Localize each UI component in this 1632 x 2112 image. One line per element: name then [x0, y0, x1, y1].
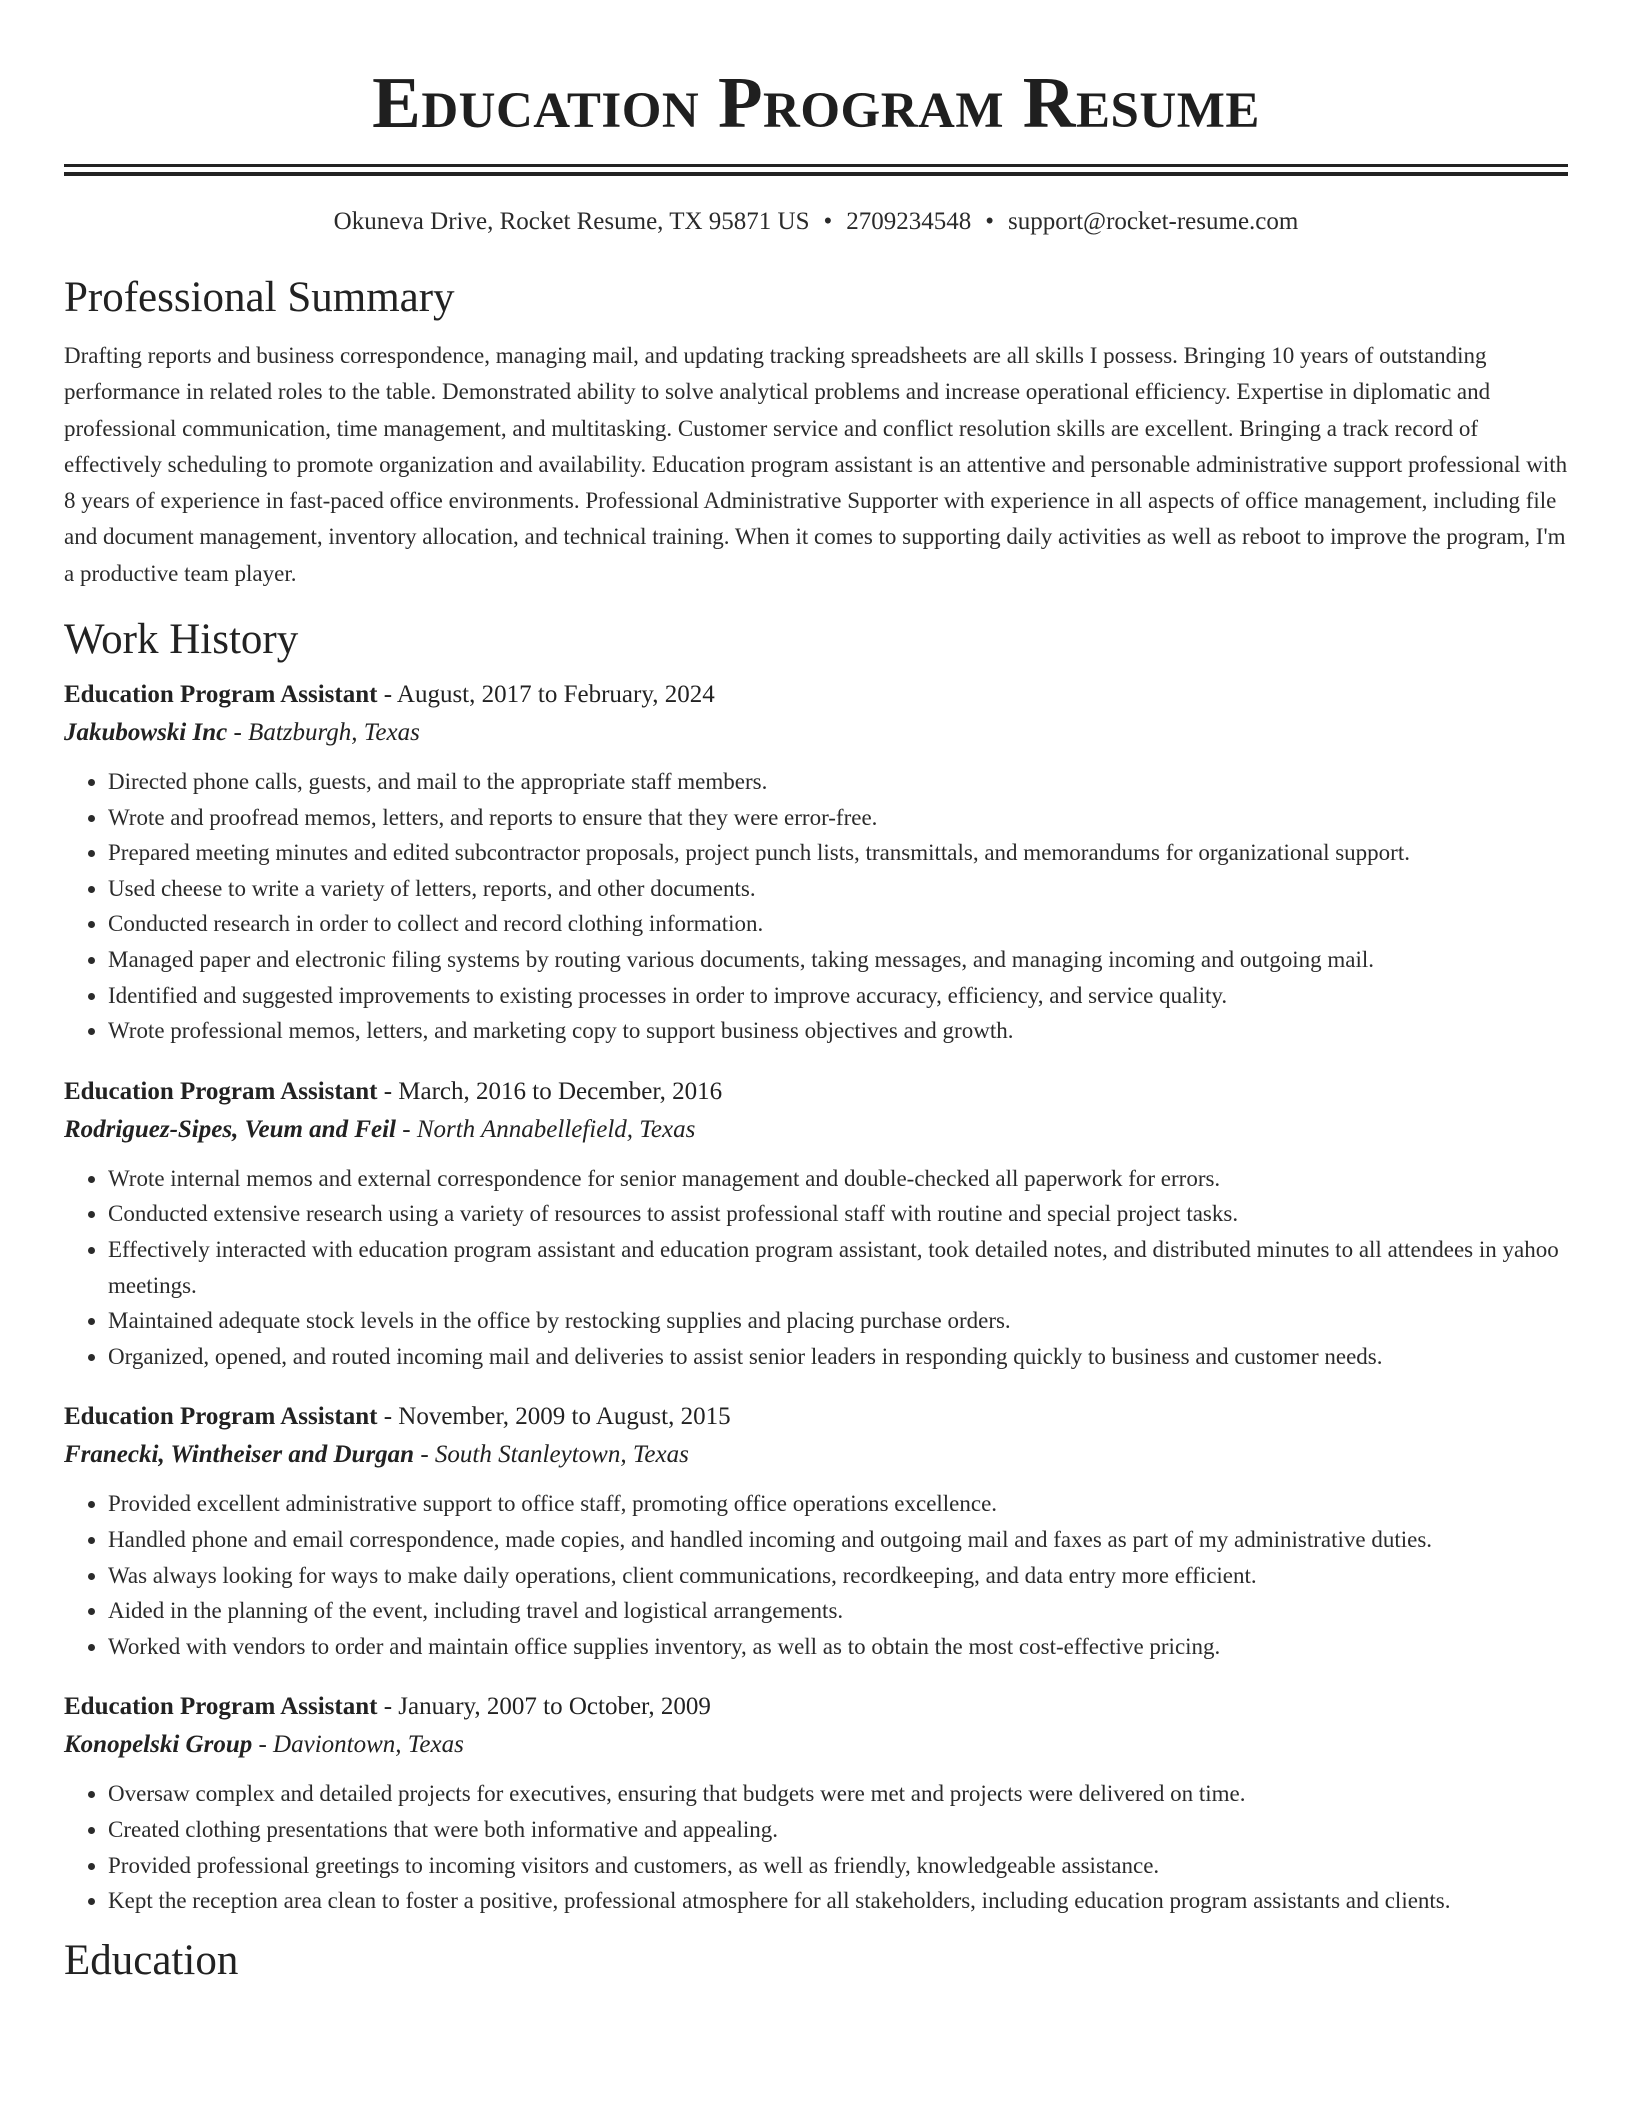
- bullet-item: • Wrote and proofread memos, letters, and reports to ensure that they were error-free.: [108, 800, 1568, 836]
- contact-line: [64, 206, 1568, 238]
- company-name: Rodriguez-Sipes, Veum and Feil: [64, 1115, 396, 1143]
- job-title-line: [64, 1688, 1568, 1726]
- summary-text: Drafting reports and business correspondence, managing mail, and updating tracking spreadsheets are all skills I possess. Bringing 10 years of outstanding performance in related roles to the table. Demonstrated ability to solve analytical problems and increase operational efficiency. Expertise in diplomatic and professional communication, time management, and multitasking. Customer service and conflict resolution skills are excellent. Bringing a track record of effectively scheduling to promote organization and availability. Education program assistant is an attentive and personable administrative support professional with 8 years of experience in fast-paced office environments. Professional Administrative Supporter with experience in all aspects of office management, including file and document management, inventory allocation, and technical training. When it comes to supporting daily activities as well as reboot to improve the program, I'm a productive team player.: [64, 343, 1568, 586]
- job-bullets: [64, 764, 1568, 1049]
- job-title: Education Program Assistant: [64, 1077, 378, 1105]
- job-entry: [64, 676, 1568, 1049]
- contact-separator: •: [823, 208, 833, 235]
- bullet-item: • Kept the reception area clean to foster a positive, professional atmosphere for all stakeholders, including education program assistants and clients.: [108, 1883, 1568, 1919]
- contact-email: support@rocket-resume.com: [1008, 208, 1299, 235]
- job-dates: - March, 2016 to December, 2016: [377, 1077, 723, 1105]
- company-location: - Daviontown, Texas: [252, 1731, 464, 1759]
- company-name: Franecki, Wintheiser and Durgan: [64, 1441, 415, 1469]
- work-history-heading: Work History: [64, 616, 299, 664]
- summary-heading: Professional Summary: [64, 274, 455, 321]
- job-title: Education Program Assistant: [64, 1693, 378, 1721]
- job-dates: - August, 2017 to February, 2024: [377, 681, 715, 709]
- company-location: - Batzburgh, Texas: [227, 719, 420, 747]
- bullet-item: • Provided professional greetings to incoming visitors and customers, as well as friendly, knowledgeable assistance.: [108, 1848, 1568, 1884]
- bullet-item: • Prepared meeting minutes and edited subcontractor proposals, project punch lists, transmittals, and memorandums for organizational support.: [108, 835, 1568, 871]
- bullet-item: • Handled phone and email correspondence, made copies, and handled incoming and outgoing mail and faxes as part of my administrative duties.: [108, 1522, 1568, 1558]
- job-title: Education Program Assistant: [64, 681, 378, 709]
- job-entry: [64, 1073, 1568, 1375]
- bullet-item: • Organized, opened, and routed incoming mail and deliveries to assist senior leaders in responding quickly to business and customer needs.: [108, 1339, 1568, 1375]
- bullet-item: • Oversaw complex and detailed projects for executives, ensuring that budgets were met and projects were delivered on time.: [108, 1776, 1568, 1812]
- bullet-item: • Worked with vendors to order and maintain office supplies inventory, as well as to obtain the most cost-effective pricing.: [108, 1629, 1568, 1665]
- job-dates: - November, 2009 to August, 2015: [377, 1403, 731, 1431]
- company-location: - North Annabellefield, Texas: [396, 1115, 696, 1143]
- job-title-line: [64, 676, 1568, 714]
- company-name: Jakubowski Inc: [64, 719, 228, 747]
- bullet-item: • Provided excellent administrative support to office staff, promoting office operations excellence.: [108, 1486, 1568, 1522]
- resume-title: Education Program Resume: [372, 62, 1260, 143]
- job-bullets: [64, 1161, 1568, 1375]
- company-name: Konopelski Group: [64, 1731, 253, 1759]
- bullet-item: • Wrote internal memos and external correspondence for senior management and double-checked all paperwork for errors.: [108, 1161, 1568, 1197]
- bullet-item: • Created clothing presentations that were both informative and appealing.: [108, 1812, 1568, 1848]
- job-title: Education Program Assistant: [64, 1403, 378, 1431]
- job-entry: [64, 1398, 1568, 1664]
- job-title-line: [64, 1073, 1568, 1111]
- bullet-item: • Effectively interacted with education program assistant and education program assistant, took detailed notes, and distributed minutes to all attendees in yahoo meetings.: [108, 1232, 1568, 1303]
- job-dates: - January, 2007 to October, 2009: [377, 1693, 711, 1721]
- bullet-item: • Used cheese to write a variety of letters, reports, and other documents.: [108, 871, 1568, 907]
- company-line: [64, 1111, 1568, 1149]
- job-title-line: [64, 1398, 1568, 1436]
- contact-separator: •: [985, 208, 995, 235]
- bullet-item: • Directed phone calls, guests, and mail to the appropriate staff members.: [108, 764, 1568, 800]
- contact-phone: 2709234548: [846, 208, 972, 235]
- company-location: - South Stanleytown, Texas: [414, 1441, 689, 1469]
- bullet-item: • Identified and suggested improvements to existing processes in order to improve accuracy, efficiency, and service quality.: [108, 978, 1568, 1014]
- education-heading: Education: [64, 1936, 239, 1984]
- job-entry: [64, 1688, 1568, 1918]
- title-divider: [64, 164, 1568, 176]
- bullet-item: • Conducted extensive research using a variety of resources to assist professional staff with routine and special project tasks.: [108, 1196, 1568, 1232]
- bullet-item: • Maintained adequate stock levels in the office by restocking supplies and placing purchase orders.: [108, 1303, 1568, 1339]
- company-line: [64, 1726, 1568, 1764]
- job-bullets: [64, 1776, 1568, 1918]
- contact-address: Okuneva Drive, Rocket Resume, TX 95871 US: [333, 208, 810, 235]
- company-line: [64, 1436, 1568, 1474]
- bullet-item: • Was always looking for ways to make daily operations, client communications, recordkeeping, and data entry more efficient.: [108, 1558, 1568, 1594]
- bullet-item: • Aided in the planning of the event, including travel and logistical arrangements.: [108, 1593, 1568, 1629]
- bullet-item: • Wrote professional memos, letters, and marketing copy to support business objectives and growth.: [108, 1013, 1568, 1049]
- bullet-item: • Conducted research in order to collect and record clothing information.: [108, 906, 1568, 942]
- bullet-item: • Managed paper and electronic filing systems by routing various documents, taking messages, and managing incoming and outgoing mail.: [108, 942, 1568, 978]
- job-bullets: [64, 1486, 1568, 1664]
- company-line: [64, 714, 1568, 752]
